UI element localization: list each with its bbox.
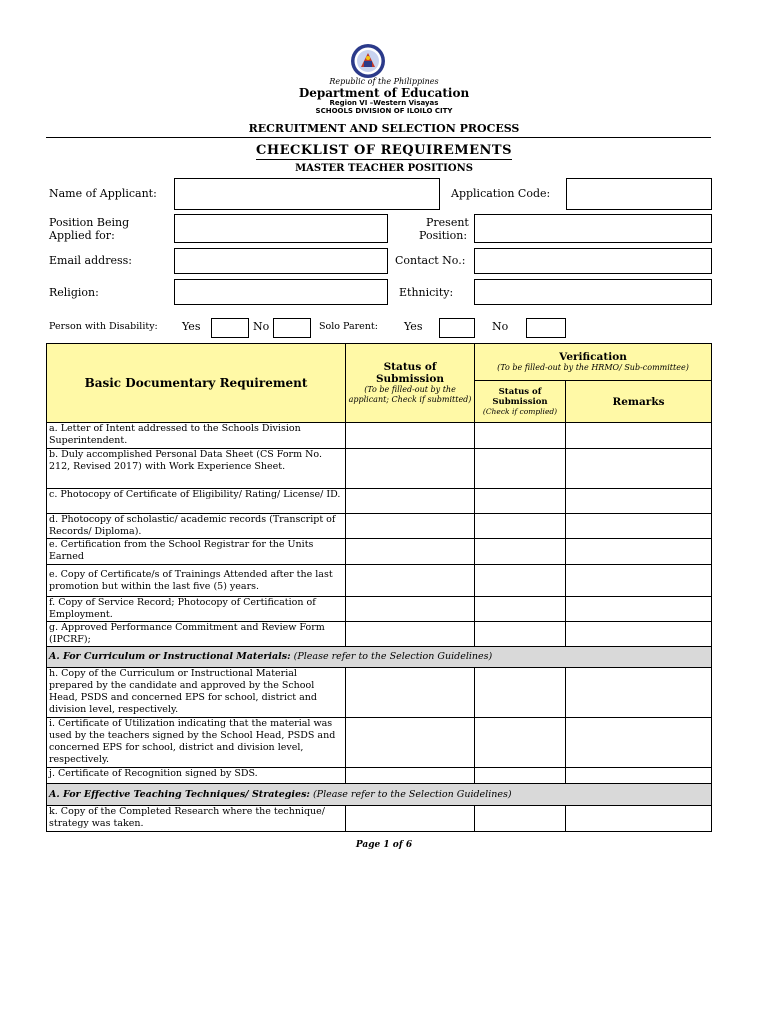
section-teaching — [47, 784, 712, 806]
ver-status-cell[interactable] — [475, 449, 566, 489]
deped-seal-icon — [350, 43, 386, 79]
ver-status-cell[interactable] — [475, 514, 566, 539]
requirement-row-k: k. Copy of the Completed Research where the technique/ strategy was taken. — [47, 806, 346, 832]
requirements-table — [46, 343, 712, 832]
name-label: Name of Applicant: — [49, 187, 157, 200]
region-line: Region VI –Western Visayas — [329, 99, 439, 107]
status-cell[interactable] — [346, 668, 475, 718]
remarks-cell[interactable] — [566, 718, 712, 768]
code-field[interactable] — [566, 178, 712, 210]
pwd-yes-box[interactable] — [211, 318, 249, 338]
pwd-no-box[interactable] — [273, 318, 311, 338]
ethnicity-label: Ethnicity: — [399, 286, 454, 299]
col-status-header — [346, 344, 475, 423]
ver-status-cell[interactable] — [475, 539, 566, 565]
col-verification-title: Verification — [559, 351, 627, 363]
section-curriculum-title: A. For Curriculum or Instructional Materials: — [49, 651, 291, 662]
page-subtitle: MASTER TEACHER POSITIONS — [295, 163, 473, 174]
requirement-row-g: g. Approved Performance Commitment and Review Form (IPCRF); — [47, 622, 346, 647]
pwd-yes-label: Yes — [182, 320, 201, 333]
solo-no-box[interactable] — [526, 318, 566, 338]
status-cell[interactable] — [346, 489, 475, 514]
pwd-no-label: No — [253, 320, 270, 333]
requirement-row-i: i. Certificate of Utilization indicating that the material was used by the teachers signed by the School Head, PSDS and concerned EPS for school, district and division level, respectively. — [47, 718, 346, 768]
section-teaching-note: (Please refer to the Selection Guidelines) — [312, 788, 512, 800]
requirement-row-b: b. Duly accomplished Personal Data Sheet (CS Form No. 212, Revised 2017) with Work Experience Sheet. — [47, 449, 346, 489]
ver-status-cell[interactable] — [475, 806, 566, 832]
contact-label: Contact No.: — [395, 254, 466, 267]
page-number: Page 1 of 6 — [355, 840, 413, 850]
ver-status-cell[interactable] — [475, 489, 566, 514]
ver-status-cell[interactable] — [475, 423, 566, 449]
remarks-cell[interactable] — [566, 597, 712, 622]
ver-status-cell[interactable] — [475, 565, 566, 597]
status-cell[interactable] — [346, 565, 475, 597]
status-cell[interactable] — [346, 768, 475, 784]
section-teaching-title: A. For Effective Teaching Techniques/ Strategies: — [49, 788, 310, 800]
section-curriculum-note: (Please refer to the Selection Guidelines) — [293, 651, 493, 662]
republic-line: Republic of the Philippines — [329, 77, 439, 86]
present-position-field[interactable] — [474, 214, 712, 243]
col-verification-note: (To be filled-out by the HRMO/ Sub-committee) — [497, 363, 689, 372]
ethnicity-field[interactable] — [474, 279, 712, 305]
solo-yes-box[interactable] — [439, 318, 475, 338]
col-requirement-header: Basic Documentary Requirement — [47, 344, 346, 423]
ver-status-cell[interactable] — [475, 668, 566, 718]
solo-no-label: No — [492, 320, 509, 333]
ver-status-cell[interactable] — [475, 768, 566, 784]
ver-status-cell[interactable] — [475, 718, 566, 768]
ver-status-cell[interactable] — [475, 622, 566, 647]
pwd-label: Person with Disability: — [49, 321, 158, 332]
col-ver-status-title: Status of Submission — [492, 386, 548, 407]
remarks-cell[interactable] — [566, 539, 712, 565]
remarks-cell[interactable] — [566, 622, 712, 647]
requirement-row-j: j. Certificate of Recognition signed by SDS. — [47, 768, 346, 784]
requirement-row-f: f. Copy of Service Record; Photocopy of Certification of Employment. — [47, 597, 346, 622]
process-title: RECRUITMENT AND SELECTION PROCESS — [248, 122, 520, 135]
remarks-cell[interactable] — [566, 668, 712, 718]
position-field[interactable] — [174, 214, 388, 243]
status-cell[interactable] — [346, 423, 475, 449]
remarks-cell[interactable] — [566, 565, 712, 597]
section-curriculum — [47, 647, 712, 668]
solo-parent-label: Solo Parent: — [319, 321, 378, 332]
page-title — [0, 143, 768, 158]
status-cell[interactable] — [346, 449, 475, 489]
solo-yes-label: Yes — [404, 320, 423, 333]
status-cell[interactable] — [346, 514, 475, 539]
col-status-note: (To be filled-out by the applicant; Check if submitted) — [348, 385, 472, 404]
religion-label: Religion: — [49, 286, 99, 299]
status-cell[interactable] — [346, 718, 475, 768]
present-label-line2: Position: — [419, 229, 468, 242]
religion-field[interactable] — [174, 279, 388, 305]
remarks-cell[interactable] — [566, 806, 712, 832]
remarks-cell[interactable] — [566, 514, 712, 539]
present-label-line1: Present — [426, 216, 469, 229]
header-divider — [46, 137, 711, 138]
position-label-line2: Applied for: — [49, 229, 115, 242]
email-field[interactable] — [174, 248, 388, 274]
col-ver-status-note: (Check if complied) — [482, 406, 558, 416]
col-status-title: Status of Submission — [375, 361, 445, 385]
remarks-cell[interactable] — [566, 423, 712, 449]
requirement-row-d: d. Photocopy of scholastic/ academic records (Transcript of Records/ Diploma). — [47, 514, 346, 539]
col-ver-status-header — [475, 381, 566, 423]
code-label: Application Code: — [451, 187, 551, 200]
requirement-row-h: h. Copy of the Curriculum or Instructional Material prepared by the candidate and approved by the School Head, PSDS and concerned EPS for school, district and division level, respectively. — [47, 668, 346, 718]
remarks-cell[interactable] — [566, 768, 712, 784]
remarks-cell[interactable] — [566, 449, 712, 489]
contact-field[interactable] — [474, 248, 712, 274]
col-remarks-header: Remarks — [566, 381, 712, 423]
col-verification-header — [475, 344, 712, 381]
status-cell[interactable] — [346, 597, 475, 622]
status-cell[interactable] — [346, 806, 475, 832]
requirement-row-a: a. Letter of Intent addressed to the Schools Division Superintendent. — [47, 423, 346, 449]
email-label: Email address: — [49, 254, 132, 267]
department-name: Department of Education — [298, 86, 470, 100]
requirement-row-e-trainings: e. Copy of Certificate/s of Trainings Attended after the last promotion but within the last five (5) years. — [47, 565, 346, 597]
division-line: SCHOOLS DIVISION OF ILOILO CITY — [315, 107, 453, 115]
requirement-row-e-registrar: e. Certification from the School Registrar for the Units Earned — [47, 539, 346, 565]
status-cell[interactable] — [346, 622, 475, 647]
status-cell[interactable] — [346, 539, 475, 565]
remarks-cell[interactable] — [566, 489, 712, 514]
requirement-row-c: c. Photocopy of Certificate of Eligibility/ Rating/ License/ ID. — [47, 489, 346, 514]
page-title-text: CHECKLIST OF REQUIREMENTS — [256, 143, 512, 158]
ver-status-cell[interactable] — [475, 597, 566, 622]
name-field[interactable] — [174, 178, 440, 210]
position-label-line1: Position Being — [49, 216, 130, 229]
